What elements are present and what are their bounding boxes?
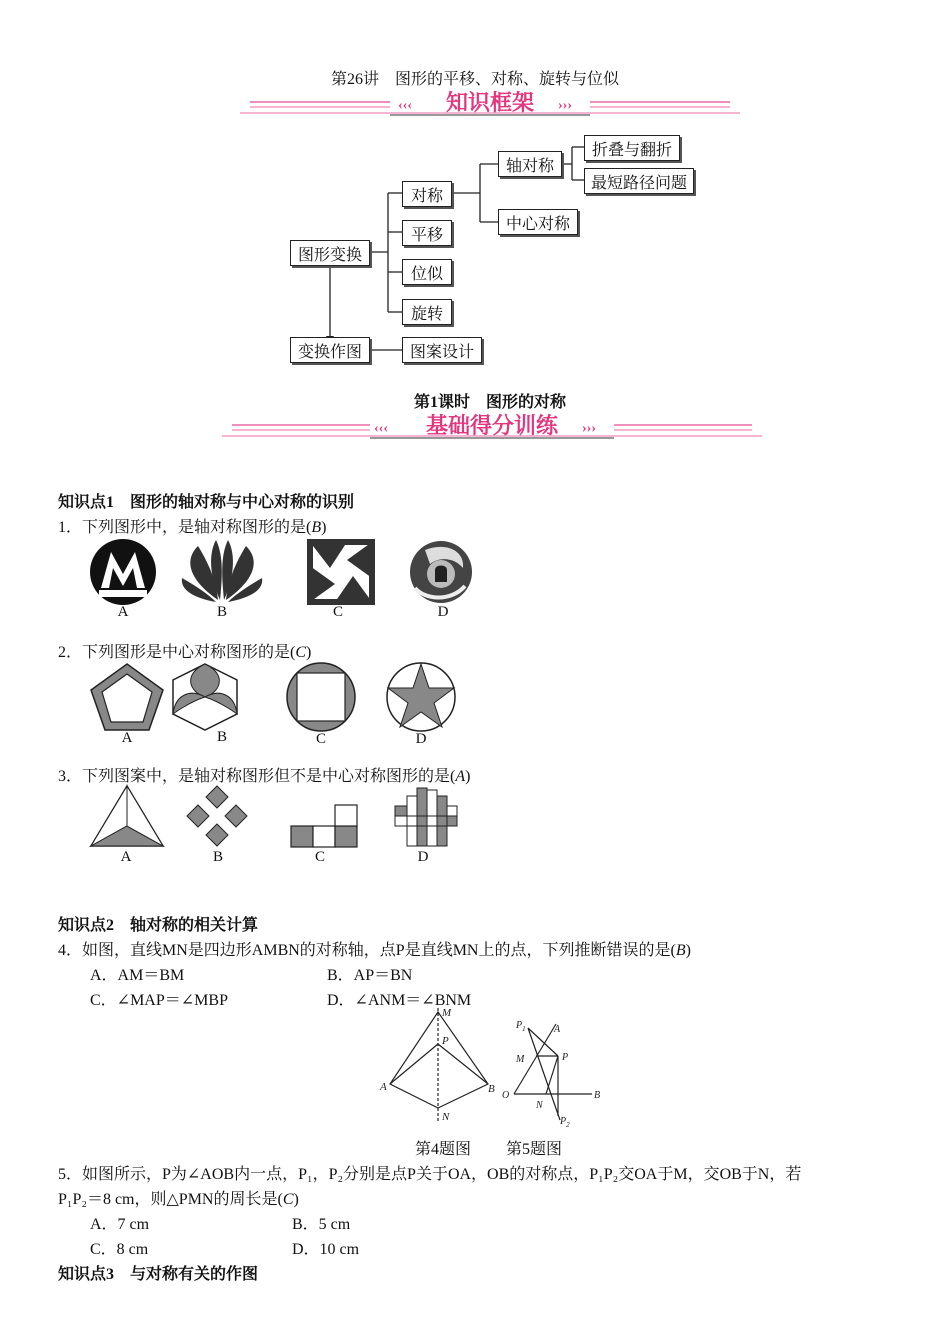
- svg-text:P2: [559, 1116, 570, 1129]
- q3-figure-d: [395, 788, 457, 846]
- figure-4: [376, 1004, 501, 1130]
- q1-figure-b: [182, 540, 262, 602]
- q5-option-a: A．7 cm: [90, 1216, 150, 1233]
- q5-option-d: D．10 cm: [292, 1241, 360, 1258]
- q4-text: 4．如图，直线MN是四边形AMBN的对称轴，点P是直线MN上的点，下列推断错误的是(: [58, 942, 676, 959]
- lesson-title: 第1课时 图形的对称: [413, 394, 566, 411]
- q2-label-a: A: [121, 730, 133, 746]
- svg-text:›››: ›››: [558, 98, 572, 113]
- q2-figure-c: [287, 663, 355, 731]
- q3-figure-c: [291, 805, 357, 847]
- q5-close: ): [293, 1191, 299, 1208]
- q2-stem: [58, 639, 311, 662]
- q5-option-b: B．5 cm: [292, 1216, 351, 1233]
- node-shortest-path: 最短路径问题: [584, 168, 694, 194]
- node-axial-symmetry: 轴对称: [498, 151, 562, 177]
- q4-answer: B: [675, 942, 686, 959]
- node-rotation: 旋转: [402, 299, 452, 325]
- q5-line1: 5．如图所示，P为∠AOB内一点，P₁，P₂分别是点P关于OA，OB的对称点，P₁P₂交OA于M，交OB于N，若: [58, 1166, 802, 1183]
- q2-text: 2．下列图形是中心对称图形的是(: [58, 644, 296, 661]
- fig4-label-m: M: [442, 1007, 452, 1019]
- node-pattern-design: 图案设计: [402, 337, 482, 363]
- kp1-heading: 知识点1 图形的轴对称与中心对称的识别: [58, 494, 355, 511]
- q3-stem: [58, 763, 470, 786]
- svg-text:‹‹‹: ‹‹‹: [398, 98, 412, 113]
- fig5-label-o: O: [502, 1090, 510, 1101]
- q1-label-c: C: [332, 604, 343, 620]
- node-translation: 平移: [402, 220, 452, 246]
- q3-answer: A: [455, 768, 466, 785]
- q2-label-b: B: [216, 729, 227, 745]
- q1-label-d: D: [437, 604, 449, 620]
- q1-stem: [58, 514, 326, 537]
- node-homothety: 位似: [402, 259, 452, 285]
- q1-label-b: B: [216, 604, 227, 620]
- fig4-label-a: A: [380, 1081, 387, 1093]
- q4-stem: [58, 937, 691, 960]
- svg-text:›››: ›››: [582, 421, 596, 436]
- q1-close: ): [321, 519, 327, 536]
- node-symmetry: 对称: [402, 181, 452, 207]
- fig5-label-m: M: [516, 1054, 525, 1065]
- q3-figure-b: [187, 786, 247, 846]
- q1-figure-c: [310, 542, 372, 602]
- q2-figure-b: [173, 664, 237, 730]
- q2-figures: [85, 660, 465, 732]
- fig5-label-p1-sub: 1: [522, 1025, 526, 1033]
- fig4-label-n: N: [442, 1111, 450, 1123]
- kp2-heading: 知识点2 轴对称的相关计算: [58, 917, 259, 934]
- q2-label-d: D: [415, 731, 427, 747]
- fig5-caption: 第5题图: [506, 1141, 563, 1158]
- node-folding: 折叠与翻折: [584, 135, 680, 161]
- q3-label-b: B: [212, 849, 223, 865]
- q2-figure-a: [91, 664, 163, 730]
- banner1-text: 知识框架: [445, 91, 535, 116]
- node-central-symmetry: 中心对称: [498, 209, 578, 235]
- q5-option-c: C．8 cm: [90, 1241, 149, 1258]
- q5-line2: P₁P₂＝8 cm，则△PMN的周长是(: [58, 1191, 283, 1208]
- q3-label-d: D: [417, 849, 429, 865]
- q3-label-c: C: [314, 849, 325, 865]
- q3-figures: [85, 784, 465, 850]
- fig5-label-p2: P: [560, 1116, 567, 1127]
- figure-5: [500, 1016, 610, 1132]
- banner2-text: 基础得分训练: [425, 414, 559, 439]
- q1-text: 1．下列图形中，是轴对称图形的是(: [58, 519, 312, 536]
- fig5-label-a: A: [554, 1024, 561, 1035]
- q3-close: ): [465, 768, 471, 785]
- lecture-title: 第26讲 图形的平移、对称、旋转与位似: [330, 71, 619, 88]
- q5-answer: C: [282, 1191, 294, 1208]
- svg-text:P1: [515, 1020, 526, 1033]
- fig5-label-b: B: [594, 1090, 601, 1101]
- fig5-label-p1: P: [516, 1020, 523, 1031]
- fig5-label-p: P: [562, 1052, 569, 1063]
- q1-figure-d: [410, 541, 472, 603]
- q3-figure-a: [91, 786, 163, 846]
- fig4-label-b: B: [488, 1083, 495, 1095]
- q4-close: ): [685, 942, 691, 959]
- q4-option-c: C．∠MAP＝∠MBP: [90, 992, 228, 1009]
- node-graphic-transformation: 图形变换: [290, 240, 370, 266]
- q2-answer: C: [295, 644, 307, 661]
- fig5-label-p2-sub: 2: [566, 1121, 570, 1129]
- q2-close: ): [306, 644, 312, 661]
- svg-text:‹‹‹: ‹‹‹: [374, 421, 388, 436]
- fig5-label-n: N: [536, 1100, 543, 1111]
- q1-figure-a: [90, 539, 156, 605]
- banner-basic-training: [222, 410, 762, 442]
- q4-option-b: B．AP＝BN: [327, 967, 413, 984]
- fig4-label-p: P: [442, 1035, 449, 1047]
- banner-knowledge-framework: [240, 88, 740, 118]
- q2-figure-d: [387, 663, 455, 731]
- fig4-caption: 第4题图: [415, 1141, 472, 1158]
- kp3-heading: 知识点3 与对称有关的作图: [58, 1266, 259, 1283]
- q1-figures: [85, 538, 485, 608]
- q2-label-c: C: [315, 731, 326, 747]
- q4-option-d: D．∠ANM＝∠BNM: [327, 992, 472, 1009]
- q5-line2-wrap: [58, 1186, 299, 1209]
- q1-label-a: A: [117, 604, 129, 620]
- q1-answer: B: [311, 519, 322, 536]
- q3-label-a: A: [120, 849, 132, 865]
- node-transform-drawing: 变换作图: [290, 337, 370, 363]
- q3-text: 3．下列图案中，是轴对称图形但不是中心对称图形的是(: [58, 768, 456, 785]
- q4-option-a: A．AM＝BM: [90, 967, 185, 984]
